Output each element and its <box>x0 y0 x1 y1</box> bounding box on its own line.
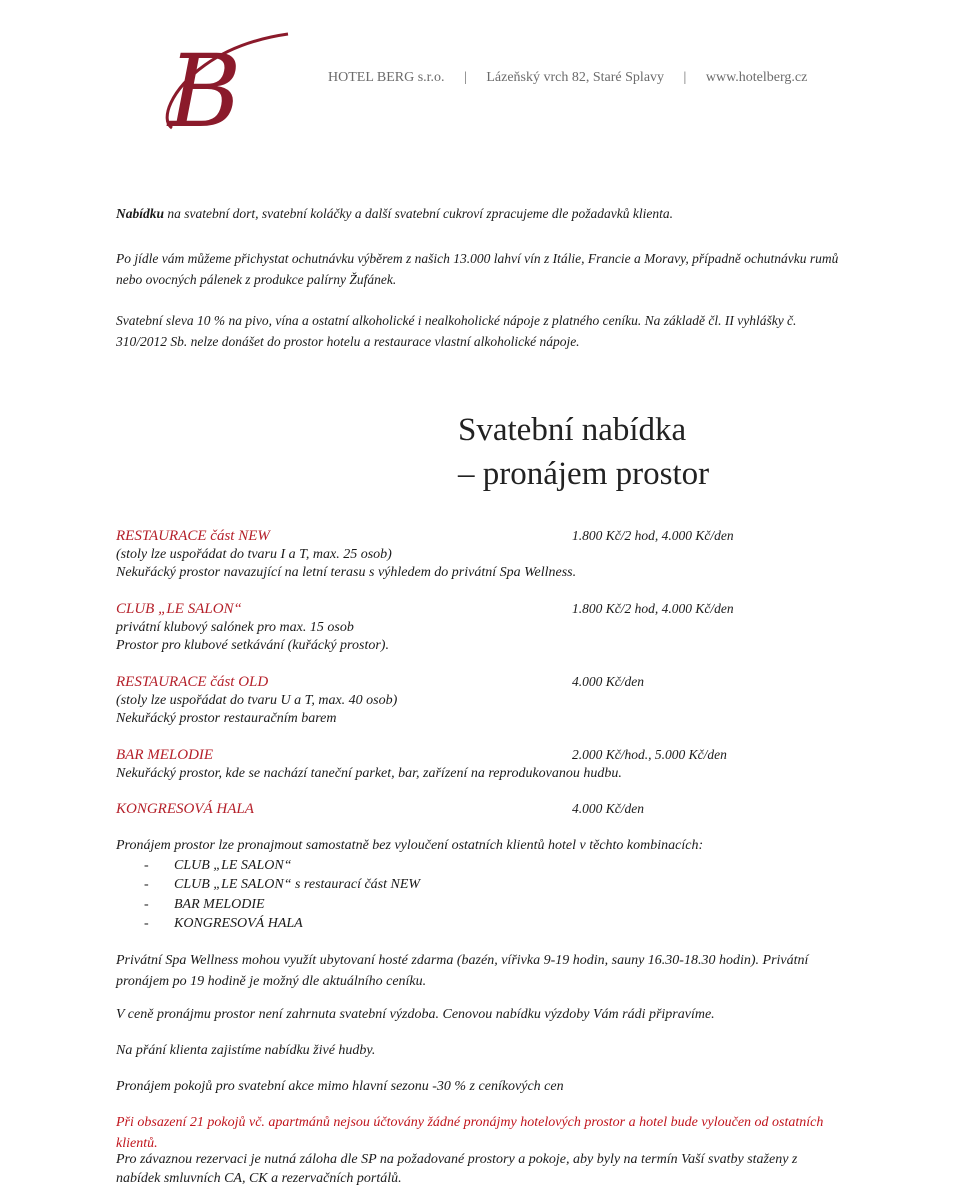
venue-line: privátní klubový salónek pro max. 15 osob <box>116 619 354 635</box>
title-line-2: – pronájem prostor <box>458 456 710 492</box>
music-paragraph <box>116 1040 840 1061</box>
combos-list <box>116 856 840 934</box>
discount-text: Svatební sleva 10 % na pivo, vína a ostatní alkoholické i nealkoholické nápoje z platného ceníku. Na základě čl. II vyhlášky č. 310/2012 Sb. nelze donášet do prostor hotelu a restaurace vlastní alkoholické nápoje. <box>116 313 797 349</box>
venue-restaurace-old <box>116 673 876 729</box>
music-text: Na přání klienta zajistíme nabídku živé hudby. <box>116 1043 376 1058</box>
decor-text: V ceně pronájmu prostor není zahrnuta svatební výzdoba. Cenovou nabídku výzdoby Vám rádi připravíme. <box>116 1007 715 1022</box>
venue-line: Nekuřácký prostor, kde se nachází taneční parket, bar, zařízení na reprodukovanou hudbu. <box>116 765 622 781</box>
venue-line: (stoly lze uspořádat do tvaru U a T, max. 40 osob) <box>116 692 398 708</box>
tasting-paragraph <box>116 248 840 290</box>
venue-name: CLUB „LE SALON“ <box>116 601 242 617</box>
list-item <box>116 914 840 934</box>
spa-text: Privátní Spa Wellness mohou využít ubytovaní hosté zdarma (bazén, vířivka 9-19 hodin, sauny 16.30-18.30 hodin). Privátní pronájem po 19 hodině je možný dle aktuálního ceníku. <box>116 953 809 989</box>
red-note-paragraph <box>116 1112 840 1154</box>
combo-label: CLUB „LE SALON“ <box>174 857 292 873</box>
dash: - <box>144 877 149 892</box>
combos-section <box>116 836 840 934</box>
venue-club-le-salon <box>116 600 876 656</box>
red-note-text: Při obsazení 21 pokojů vč. apartmánů nejsou účtovány žádné pronájmy hotelových prostor a hotel bude vyloučen od ostatních klientů. <box>116 1115 824 1151</box>
dash: - <box>144 896 149 912</box>
combo-label: CLUB „LE SALON“ s restaurací část NEW <box>174 877 421 892</box>
venue-line: (stoly lze uspořádat do tvaru I a T, max. 25 osob) <box>116 546 392 562</box>
venue-price: 2.000 Kč/hod., 5.000 Kč/den <box>572 747 727 762</box>
cake-text: na svatební dort, svatební koláčky a další svatební cukroví zpracujeme dle požadavků klienta. <box>164 206 674 221</box>
decor-paragraph <box>116 1004 840 1025</box>
list-item <box>116 856 840 876</box>
cake-paragraph <box>116 203 840 224</box>
spa-paragraph <box>116 950 840 992</box>
company-name: HOTEL BERG s.r.o. <box>328 70 445 85</box>
combo-label: BAR MELODIE <box>174 896 265 912</box>
venue-bar-melodie <box>116 746 876 783</box>
rooms-text: Pronájem pokojů pro svatební akce mimo hlavní sezonu -30 % z ceníkových cen <box>116 1079 564 1094</box>
title-line-1: Svatební nabídka <box>458 412 687 448</box>
discount-paragraph <box>116 310 840 352</box>
venue-kongresova-hala <box>116 800 876 819</box>
venue-restaurace-new <box>116 527 876 583</box>
venue-name: RESTAURACE část OLD <box>116 674 269 690</box>
dash: - <box>144 857 149 873</box>
combo-label: KONGRESOVÁ HALA <box>174 916 303 931</box>
venue-line: Prostor pro klubové setkávání (kuřácký prostor). <box>116 638 389 653</box>
header-contact <box>328 70 807 86</box>
combos-intro: Pronájem prostor lze pronajmout samostatně bez vyloučení ostatních klientů hotel v těchto kombinacích: <box>116 838 704 853</box>
venue-price: 4.000 Kč/den <box>572 801 644 816</box>
separator: | <box>464 70 467 85</box>
separator: | <box>683 70 687 85</box>
logo-letter: B <box>168 33 242 135</box>
venue-name: KONGRESOVÁ HALA <box>116 801 254 817</box>
dash: - <box>144 916 149 931</box>
company-address: Lázeňský vrch 82, Staré Splavy <box>486 70 665 85</box>
list-item <box>116 895 840 915</box>
venue-line: Nekuřácký prostor navazující na letní terasu s výhledem do privátní Spa Wellness. <box>116 565 577 580</box>
rooms-paragraph <box>116 1076 840 1097</box>
venue-name: BAR MELODIE <box>116 747 214 763</box>
venue-price: 4.000 Kč/den <box>572 674 644 689</box>
page-title <box>458 408 709 496</box>
list-item <box>116 875 840 895</box>
hotel-logo <box>150 30 300 135</box>
venue-price: 1.800 Kč/2 hod, 4.000 Kč/den <box>572 528 734 543</box>
website-link[interactable]: www.hotelberg.cz <box>705 70 808 85</box>
deposit-paragraph <box>116 1150 840 1188</box>
cake-bold: Nabídku <box>116 206 165 221</box>
venue-price: 1.800 Kč/2 hod, 4.000 Kč/den <box>572 601 734 616</box>
deposit-text: Pro závaznou rezervaci je nutná záloha dle SP na požadované prostory a pokoje, aby byly na termín Vaší svatby staženy z nabídek smluvních CA, CK a rezervačních portálů. <box>116 1152 798 1186</box>
venue-line: Nekuřácký prostor restauračním barem <box>116 711 337 726</box>
tasting-text: Po jídle vám můžeme přichystat ochutnávku výběrem z našich 13.000 lahví vín z Itálie, Francie a Moravy, případně ochutnávku rumů nebo ovocných pálenek z produkce palírny Žufánek. <box>116 251 839 287</box>
venue-name: RESTAURACE část NEW <box>116 528 270 544</box>
